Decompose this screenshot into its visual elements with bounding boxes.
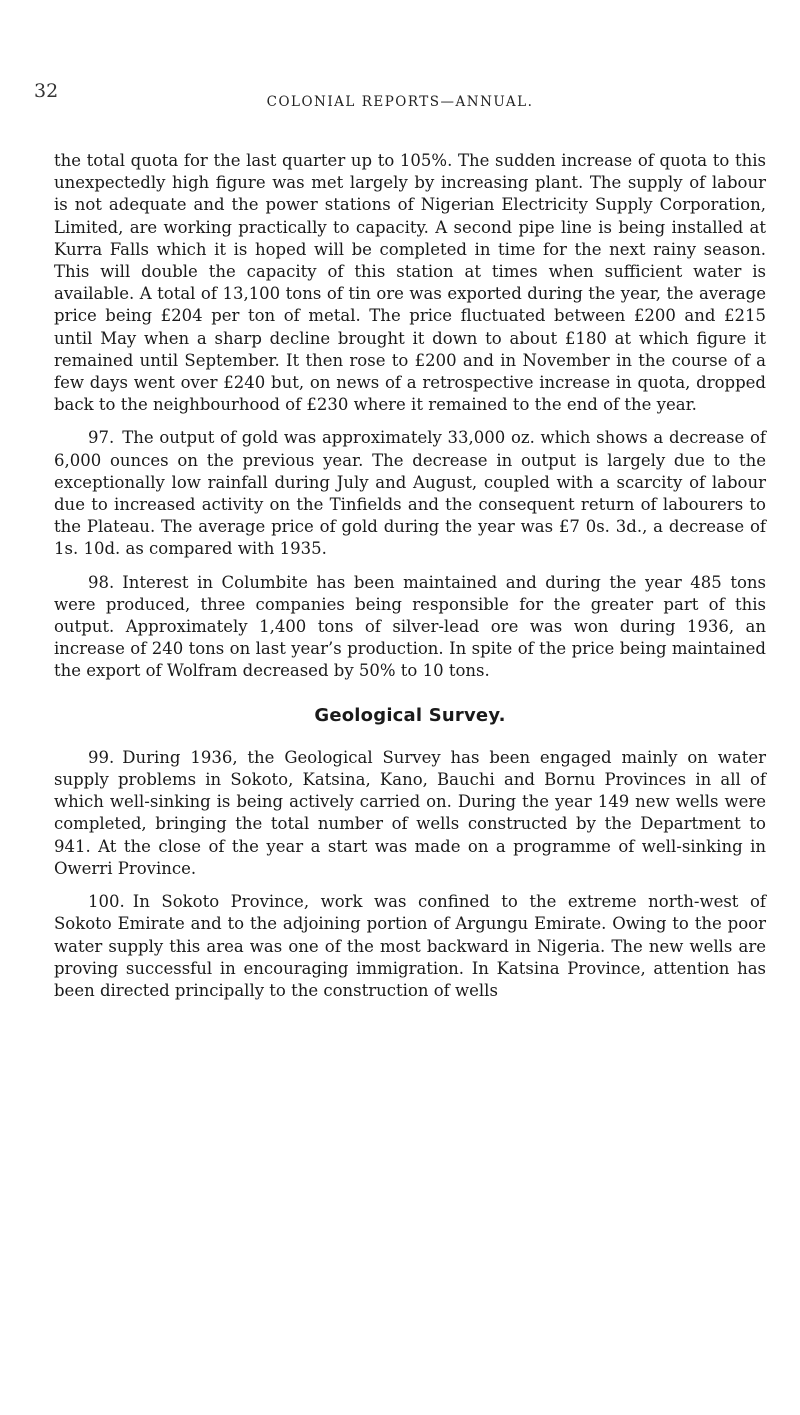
paragraph-text: In Sokoto Province, work was confined to the extreme north-west of Sokoto Emirate and to the adjoining portion of Argungu Emirate. Owing to the poor water supply this area was one of the most backward in Nigeria. The new wells are proving successful in encouraging immigration. In Katsina Province, attention has been directed principally to the construction of wells [54,892,766,1000]
paragraph-number: 100. [88,892,125,912]
running-head: COLONIAL REPORTS—ANNUAL. [266,94,534,110]
paragraph-98 [54,572,766,683]
paragraph-97 [54,427,766,560]
paragraph-continuation: the total quota for the last quarter up to 105%. The sudden increase of quota to this unexpectedly high figure was met largely by increasing plant. The supply of labour is not adequate and the power stations of Nigerian Electricity Supply Corporation, Limited, are working practically to capacity. A second pipe line is being installed at Kurra Falls which it is hoped will be completed in time for the next rainy season. This will double the capacity of this station at times when sufficient water is available. A total of 13,100 tons of tin ore was exported during the year, the average price being £204 per ton of metal. The price fluctuated between £200 and £215 until May when a sharp decline brought it down to about £180 at which figure it remained until September. It then rose to £200 and in November in the course of a few days went over £240 but, on news of a retrospective increase in quota, dropped back to the neighbourhood of £230 where it remained to the end of the year. [54,151,766,415]
paragraph-99 [54,747,766,880]
paragraph-number: 98. [88,572,115,592]
paragraph-text: The output of gold was approximately 33,000 oz. which shows a decrease of 6,000 ounces on the previous year. The decrease in output is largely due to the exceptionally low rainfall during July and August, coupled with a scarcity of labour due to increased activity on the Tinfields and the consequent return of labourers to the Plateau. The average price of gold during the year was £7 0s. 3d., a decrease of 1s. 10d. as compared with 1935. [54,428,766,559]
section-heading: Geological Survey. [314,704,506,726]
paragraph-text: During 1936, the Geological Survey has been engaged mainly on water supply problems in Sokoto, Katsina, Kano, Bauchi and Bornu Provinces in all of which well-sinking is being actively carried on. During the year 149 new wells were completed, bringing the total number of wells constructed by the Department to 941. At the close of the year a start was made on a programme of well-sinking in Owerri Province. [54,747,766,878]
paragraph-100 [54,891,766,1002]
paragraph-number: 99. [88,747,115,767]
body-text [54,150,766,1013]
paragraph-number: 97. [88,428,115,448]
page-number: 32 [34,80,59,102]
paragraph-text: Interest in Columbite has been maintained and during the year 485 tons were produced, three companies being responsible for the greater part of this output. Approximately 1,400 tons of silver-lead ore was won during 1936, an increase of 240 tons on last year’s production. In spite of the price being maintained the export of Wolfram decreased by 50% to 10 tons. [54,572,766,681]
